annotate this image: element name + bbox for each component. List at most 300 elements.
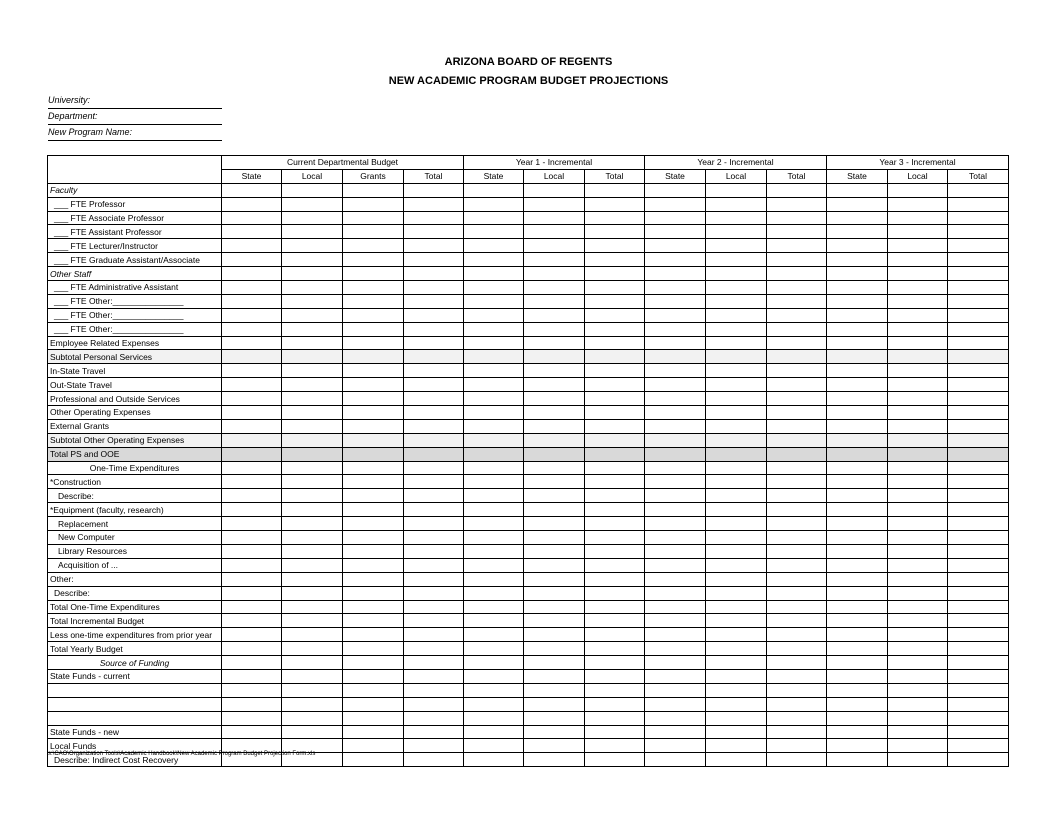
budget-cell[interactable] (645, 739, 706, 753)
budget-cell[interactable] (464, 739, 524, 753)
budget-cell[interactable] (706, 197, 767, 211)
budget-cell[interactable] (585, 628, 645, 642)
budget-cell[interactable] (948, 239, 1009, 253)
budget-cell[interactable] (948, 336, 1009, 350)
budget-cell[interactable] (706, 572, 767, 586)
budget-cell[interactable] (948, 614, 1009, 628)
budget-cell[interactable] (343, 364, 404, 378)
budget-cell[interactable] (585, 586, 645, 600)
budget-cell[interactable] (645, 406, 706, 420)
budget-cell[interactable] (222, 239, 282, 253)
budget-cell[interactable] (524, 544, 585, 558)
budget-cell[interactable] (585, 614, 645, 628)
budget-cell[interactable] (706, 475, 767, 489)
budget-cell[interactable] (645, 586, 706, 600)
budget-cell[interactable] (767, 350, 827, 364)
budget-cell[interactable] (585, 544, 645, 558)
budget-cell[interactable] (706, 350, 767, 364)
budget-cell[interactable] (585, 433, 645, 447)
budget-cell[interactable] (343, 253, 404, 267)
budget-cell[interactable] (706, 461, 767, 475)
budget-cell[interactable] (645, 239, 706, 253)
budget-cell[interactable] (524, 739, 585, 753)
budget-cell[interactable] (343, 489, 404, 503)
university-field[interactable]: University: (48, 93, 222, 109)
budget-cell[interactable] (888, 628, 948, 642)
budget-cell[interactable] (343, 281, 404, 295)
budget-cell[interactable] (282, 697, 343, 711)
budget-cell[interactable] (343, 517, 404, 531)
budget-cell[interactable] (585, 406, 645, 420)
budget-cell[interactable] (645, 489, 706, 503)
budget-cell[interactable] (464, 183, 524, 197)
budget-cell[interactable] (767, 406, 827, 420)
budget-cell[interactable] (524, 294, 585, 308)
budget-cell[interactable] (645, 572, 706, 586)
budget-cell[interactable] (706, 364, 767, 378)
budget-cell[interactable] (585, 350, 645, 364)
budget-cell[interactable] (524, 475, 585, 489)
budget-cell[interactable] (222, 433, 282, 447)
budget-cell[interactable] (585, 753, 645, 767)
budget-cell[interactable] (706, 406, 767, 420)
budget-cell[interactable] (948, 544, 1009, 558)
budget-cell[interactable] (706, 294, 767, 308)
budget-cell[interactable] (282, 517, 343, 531)
budget-cell[interactable] (282, 572, 343, 586)
budget-cell[interactable] (464, 294, 524, 308)
budget-cell[interactable] (888, 725, 948, 739)
budget-cell[interactable] (645, 322, 706, 336)
budget-cell[interactable] (827, 614, 888, 628)
budget-cell[interactable] (464, 531, 524, 545)
budget-cell[interactable] (222, 183, 282, 197)
budget-cell[interactable] (827, 239, 888, 253)
budget-cell[interactable] (585, 461, 645, 475)
budget-cell[interactable] (888, 683, 948, 697)
budget-cell[interactable] (767, 517, 827, 531)
budget-cell[interactable] (343, 294, 404, 308)
budget-cell[interactable] (282, 628, 343, 642)
budget-cell[interactable] (645, 267, 706, 281)
budget-cell[interactable] (827, 753, 888, 767)
budget-cell[interactable] (706, 586, 767, 600)
budget-cell[interactable] (585, 683, 645, 697)
budget-cell[interactable] (767, 503, 827, 517)
budget-cell[interactable] (585, 322, 645, 336)
budget-cell[interactable] (948, 739, 1009, 753)
budget-cell[interactable] (645, 447, 706, 461)
budget-cell[interactable] (282, 378, 343, 392)
budget-cell[interactable] (948, 419, 1009, 433)
budget-cell[interactable] (888, 378, 948, 392)
budget-cell[interactable] (464, 558, 524, 572)
budget-cell[interactable] (585, 281, 645, 295)
budget-cell[interactable] (524, 656, 585, 670)
budget-cell[interactable] (706, 322, 767, 336)
budget-cell[interactable] (464, 489, 524, 503)
budget-cell[interactable] (645, 211, 706, 225)
budget-cell[interactable] (948, 697, 1009, 711)
budget-cell[interactable] (585, 572, 645, 586)
budget-cell[interactable] (767, 558, 827, 572)
budget-cell[interactable] (222, 531, 282, 545)
budget-cell[interactable] (827, 461, 888, 475)
budget-cell[interactable] (464, 711, 524, 725)
budget-cell[interactable] (827, 503, 888, 517)
budget-cell[interactable] (464, 419, 524, 433)
budget-cell[interactable] (282, 225, 343, 239)
budget-cell[interactable] (706, 336, 767, 350)
budget-cell[interactable] (585, 517, 645, 531)
budget-cell[interactable] (222, 350, 282, 364)
budget-cell[interactable] (282, 392, 343, 406)
budget-cell[interactable] (222, 669, 282, 683)
budget-cell[interactable] (888, 669, 948, 683)
budget-cell[interactable] (222, 322, 282, 336)
budget-cell[interactable] (948, 669, 1009, 683)
budget-cell[interactable] (524, 336, 585, 350)
budget-cell[interactable] (645, 294, 706, 308)
budget-cell[interactable] (282, 531, 343, 545)
budget-cell[interactable] (222, 711, 282, 725)
budget-cell[interactable] (706, 614, 767, 628)
budget-cell[interactable] (827, 433, 888, 447)
budget-cell[interactable] (343, 531, 404, 545)
budget-cell[interactable] (767, 239, 827, 253)
budget-cell[interactable] (888, 461, 948, 475)
budget-cell[interactable] (524, 350, 585, 364)
budget-cell[interactable] (645, 225, 706, 239)
budget-cell[interactable] (706, 531, 767, 545)
budget-cell[interactable] (585, 600, 645, 614)
budget-cell[interactable] (645, 461, 706, 475)
budget-cell[interactable] (767, 725, 827, 739)
budget-cell[interactable] (948, 600, 1009, 614)
budget-cell[interactable] (767, 586, 827, 600)
budget-cell[interactable] (585, 656, 645, 670)
budget-cell[interactable] (343, 711, 404, 725)
budget-cell[interactable] (404, 294, 464, 308)
budget-cell[interactable] (404, 378, 464, 392)
budget-cell[interactable] (404, 281, 464, 295)
budget-cell[interactable] (404, 447, 464, 461)
budget-cell[interactable] (222, 197, 282, 211)
budget-cell[interactable] (645, 558, 706, 572)
budget-cell[interactable] (282, 642, 343, 656)
budget-cell[interactable] (948, 711, 1009, 725)
budget-cell[interactable] (827, 364, 888, 378)
budget-cell[interactable] (645, 544, 706, 558)
budget-cell[interactable] (464, 461, 524, 475)
budget-cell[interactable] (404, 628, 464, 642)
budget-cell[interactable] (404, 544, 464, 558)
budget-cell[interactable] (524, 614, 585, 628)
budget-cell[interactable] (645, 531, 706, 545)
budget-cell[interactable] (888, 322, 948, 336)
budget-cell[interactable] (343, 461, 404, 475)
budget-cell[interactable] (222, 281, 282, 295)
budget-cell[interactable] (404, 572, 464, 586)
budget-cell[interactable] (222, 683, 282, 697)
budget-cell[interactable] (464, 697, 524, 711)
budget-cell[interactable] (585, 225, 645, 239)
budget-cell[interactable] (767, 378, 827, 392)
budget-cell[interactable] (404, 711, 464, 725)
budget-cell[interactable] (282, 600, 343, 614)
budget-cell[interactable] (767, 211, 827, 225)
budget-cell[interactable] (706, 725, 767, 739)
budget-cell[interactable] (585, 475, 645, 489)
budget-cell[interactable] (645, 614, 706, 628)
budget-cell[interactable] (948, 350, 1009, 364)
budget-cell[interactable] (827, 725, 888, 739)
budget-cell[interactable] (222, 572, 282, 586)
budget-cell[interactable] (827, 281, 888, 295)
budget-cell[interactable] (524, 558, 585, 572)
budget-cell[interactable] (888, 225, 948, 239)
budget-cell[interactable] (645, 642, 706, 656)
budget-cell[interactable] (948, 558, 1009, 572)
budget-cell[interactable] (343, 503, 404, 517)
budget-cell[interactable] (282, 336, 343, 350)
budget-cell[interactable] (888, 753, 948, 767)
budget-cell[interactable] (343, 614, 404, 628)
budget-cell[interactable] (282, 503, 343, 517)
budget-cell[interactable] (706, 711, 767, 725)
program-name-field[interactable]: New Program Name: (48, 125, 222, 141)
budget-cell[interactable] (767, 475, 827, 489)
budget-cell[interactable] (524, 711, 585, 725)
budget-cell[interactable] (888, 294, 948, 308)
budget-cell[interactable] (585, 392, 645, 406)
budget-cell[interactable] (767, 739, 827, 753)
budget-cell[interactable] (282, 489, 343, 503)
budget-cell[interactable] (827, 322, 888, 336)
budget-cell[interactable] (343, 378, 404, 392)
budget-cell[interactable] (524, 669, 585, 683)
budget-cell[interactable] (706, 739, 767, 753)
budget-cell[interactable] (343, 586, 404, 600)
budget-cell[interactable] (222, 253, 282, 267)
budget-cell[interactable] (343, 308, 404, 322)
budget-cell[interactable] (524, 461, 585, 475)
budget-cell[interactable] (948, 406, 1009, 420)
budget-cell[interactable] (524, 281, 585, 295)
budget-cell[interactable] (767, 364, 827, 378)
budget-cell[interactable] (282, 239, 343, 253)
budget-cell[interactable] (282, 433, 343, 447)
budget-cell[interactable] (282, 558, 343, 572)
budget-cell[interactable] (645, 711, 706, 725)
budget-cell[interactable] (464, 572, 524, 586)
budget-cell[interactable] (827, 406, 888, 420)
budget-cell[interactable] (706, 447, 767, 461)
budget-cell[interactable] (645, 697, 706, 711)
budget-cell[interactable] (948, 461, 1009, 475)
budget-cell[interactable] (585, 489, 645, 503)
budget-cell[interactable] (585, 711, 645, 725)
budget-cell[interactable] (404, 350, 464, 364)
budget-cell[interactable] (222, 447, 282, 461)
budget-cell[interactable] (888, 489, 948, 503)
budget-cell[interactable] (404, 586, 464, 600)
budget-cell[interactable] (706, 253, 767, 267)
budget-cell[interactable] (524, 322, 585, 336)
budget-cell[interactable] (948, 267, 1009, 281)
budget-cell[interactable] (464, 392, 524, 406)
budget-cell[interactable] (404, 364, 464, 378)
budget-cell[interactable] (282, 211, 343, 225)
budget-cell[interactable] (888, 308, 948, 322)
budget-cell[interactable] (827, 197, 888, 211)
budget-cell[interactable] (404, 753, 464, 767)
budget-cell[interactable] (827, 336, 888, 350)
budget-cell[interactable] (706, 211, 767, 225)
budget-cell[interactable] (706, 517, 767, 531)
budget-cell[interactable] (343, 322, 404, 336)
budget-cell[interactable] (585, 697, 645, 711)
budget-cell[interactable] (645, 433, 706, 447)
budget-cell[interactable] (464, 614, 524, 628)
budget-cell[interactable] (464, 239, 524, 253)
budget-cell[interactable] (404, 614, 464, 628)
budget-cell[interactable] (948, 281, 1009, 295)
budget-cell[interactable] (343, 739, 404, 753)
budget-cell[interactable] (645, 725, 706, 739)
budget-cell[interactable] (343, 669, 404, 683)
budget-cell[interactable] (464, 433, 524, 447)
budget-cell[interactable] (948, 628, 1009, 642)
budget-cell[interactable] (282, 294, 343, 308)
budget-cell[interactable] (343, 267, 404, 281)
budget-cell[interactable] (222, 406, 282, 420)
budget-cell[interactable] (645, 281, 706, 295)
budget-cell[interactable] (222, 364, 282, 378)
budget-cell[interactable] (888, 447, 948, 461)
budget-cell[interactable] (948, 392, 1009, 406)
budget-cell[interactable] (222, 656, 282, 670)
budget-cell[interactable] (948, 253, 1009, 267)
budget-cell[interactable] (404, 419, 464, 433)
budget-cell[interactable] (282, 364, 343, 378)
budget-cell[interactable] (706, 642, 767, 656)
budget-cell[interactable] (464, 406, 524, 420)
budget-cell[interactable] (706, 558, 767, 572)
budget-cell[interactable] (948, 433, 1009, 447)
budget-cell[interactable] (827, 572, 888, 586)
budget-cell[interactable] (343, 725, 404, 739)
budget-cell[interactable] (464, 378, 524, 392)
budget-cell[interactable] (404, 739, 464, 753)
budget-cell[interactable] (343, 419, 404, 433)
budget-cell[interactable] (888, 392, 948, 406)
budget-cell[interactable] (222, 517, 282, 531)
budget-cell[interactable] (645, 628, 706, 642)
budget-cell[interactable] (404, 253, 464, 267)
budget-cell[interactable] (404, 183, 464, 197)
budget-cell[interactable] (222, 586, 282, 600)
budget-cell[interactable] (524, 531, 585, 545)
budget-cell[interactable] (343, 683, 404, 697)
budget-cell[interactable] (343, 336, 404, 350)
budget-cell[interactable] (706, 378, 767, 392)
budget-cell[interactable] (948, 753, 1009, 767)
budget-cell[interactable] (948, 475, 1009, 489)
budget-cell[interactable] (282, 419, 343, 433)
budget-cell[interactable] (888, 406, 948, 420)
budget-cell[interactable] (888, 544, 948, 558)
budget-cell[interactable] (948, 517, 1009, 531)
budget-cell[interactable] (706, 544, 767, 558)
budget-cell[interactable] (282, 281, 343, 295)
budget-cell[interactable] (888, 475, 948, 489)
budget-cell[interactable] (827, 517, 888, 531)
budget-cell[interactable] (222, 267, 282, 281)
budget-cell[interactable] (888, 572, 948, 586)
budget-cell[interactable] (222, 225, 282, 239)
budget-cell[interactable] (645, 197, 706, 211)
budget-cell[interactable] (767, 753, 827, 767)
budget-cell[interactable] (585, 642, 645, 656)
budget-cell[interactable] (767, 669, 827, 683)
budget-cell[interactable] (767, 544, 827, 558)
budget-cell[interactable] (222, 600, 282, 614)
budget-cell[interactable] (343, 697, 404, 711)
budget-cell[interactable] (464, 656, 524, 670)
budget-cell[interactable] (827, 350, 888, 364)
budget-cell[interactable] (585, 239, 645, 253)
budget-cell[interactable] (645, 392, 706, 406)
budget-cell[interactable] (343, 628, 404, 642)
budget-cell[interactable] (222, 628, 282, 642)
budget-cell[interactable] (464, 503, 524, 517)
budget-cell[interactable] (888, 267, 948, 281)
budget-cell[interactable] (585, 364, 645, 378)
budget-cell[interactable] (948, 183, 1009, 197)
budget-cell[interactable] (524, 725, 585, 739)
budget-cell[interactable] (464, 197, 524, 211)
budget-cell[interactable] (827, 392, 888, 406)
budget-cell[interactable] (464, 642, 524, 656)
budget-cell[interactable] (343, 642, 404, 656)
budget-cell[interactable] (524, 586, 585, 600)
budget-cell[interactable] (948, 656, 1009, 670)
budget-cell[interactable] (645, 475, 706, 489)
budget-cell[interactable] (827, 558, 888, 572)
budget-cell[interactable] (524, 447, 585, 461)
budget-cell[interactable] (767, 322, 827, 336)
budget-cell[interactable] (524, 753, 585, 767)
budget-cell[interactable] (585, 308, 645, 322)
budget-cell[interactable] (888, 364, 948, 378)
budget-cell[interactable] (706, 392, 767, 406)
budget-cell[interactable] (404, 683, 464, 697)
budget-cell[interactable] (404, 503, 464, 517)
budget-cell[interactable] (767, 628, 827, 642)
budget-cell[interactable] (827, 656, 888, 670)
budget-cell[interactable] (888, 503, 948, 517)
budget-cell[interactable] (706, 656, 767, 670)
budget-cell[interactable] (282, 544, 343, 558)
budget-cell[interactable] (706, 267, 767, 281)
budget-cell[interactable] (948, 489, 1009, 503)
budget-cell[interactable] (343, 600, 404, 614)
budget-cell[interactable] (767, 531, 827, 545)
budget-cell[interactable] (888, 656, 948, 670)
budget-cell[interactable] (585, 294, 645, 308)
budget-cell[interactable] (706, 697, 767, 711)
